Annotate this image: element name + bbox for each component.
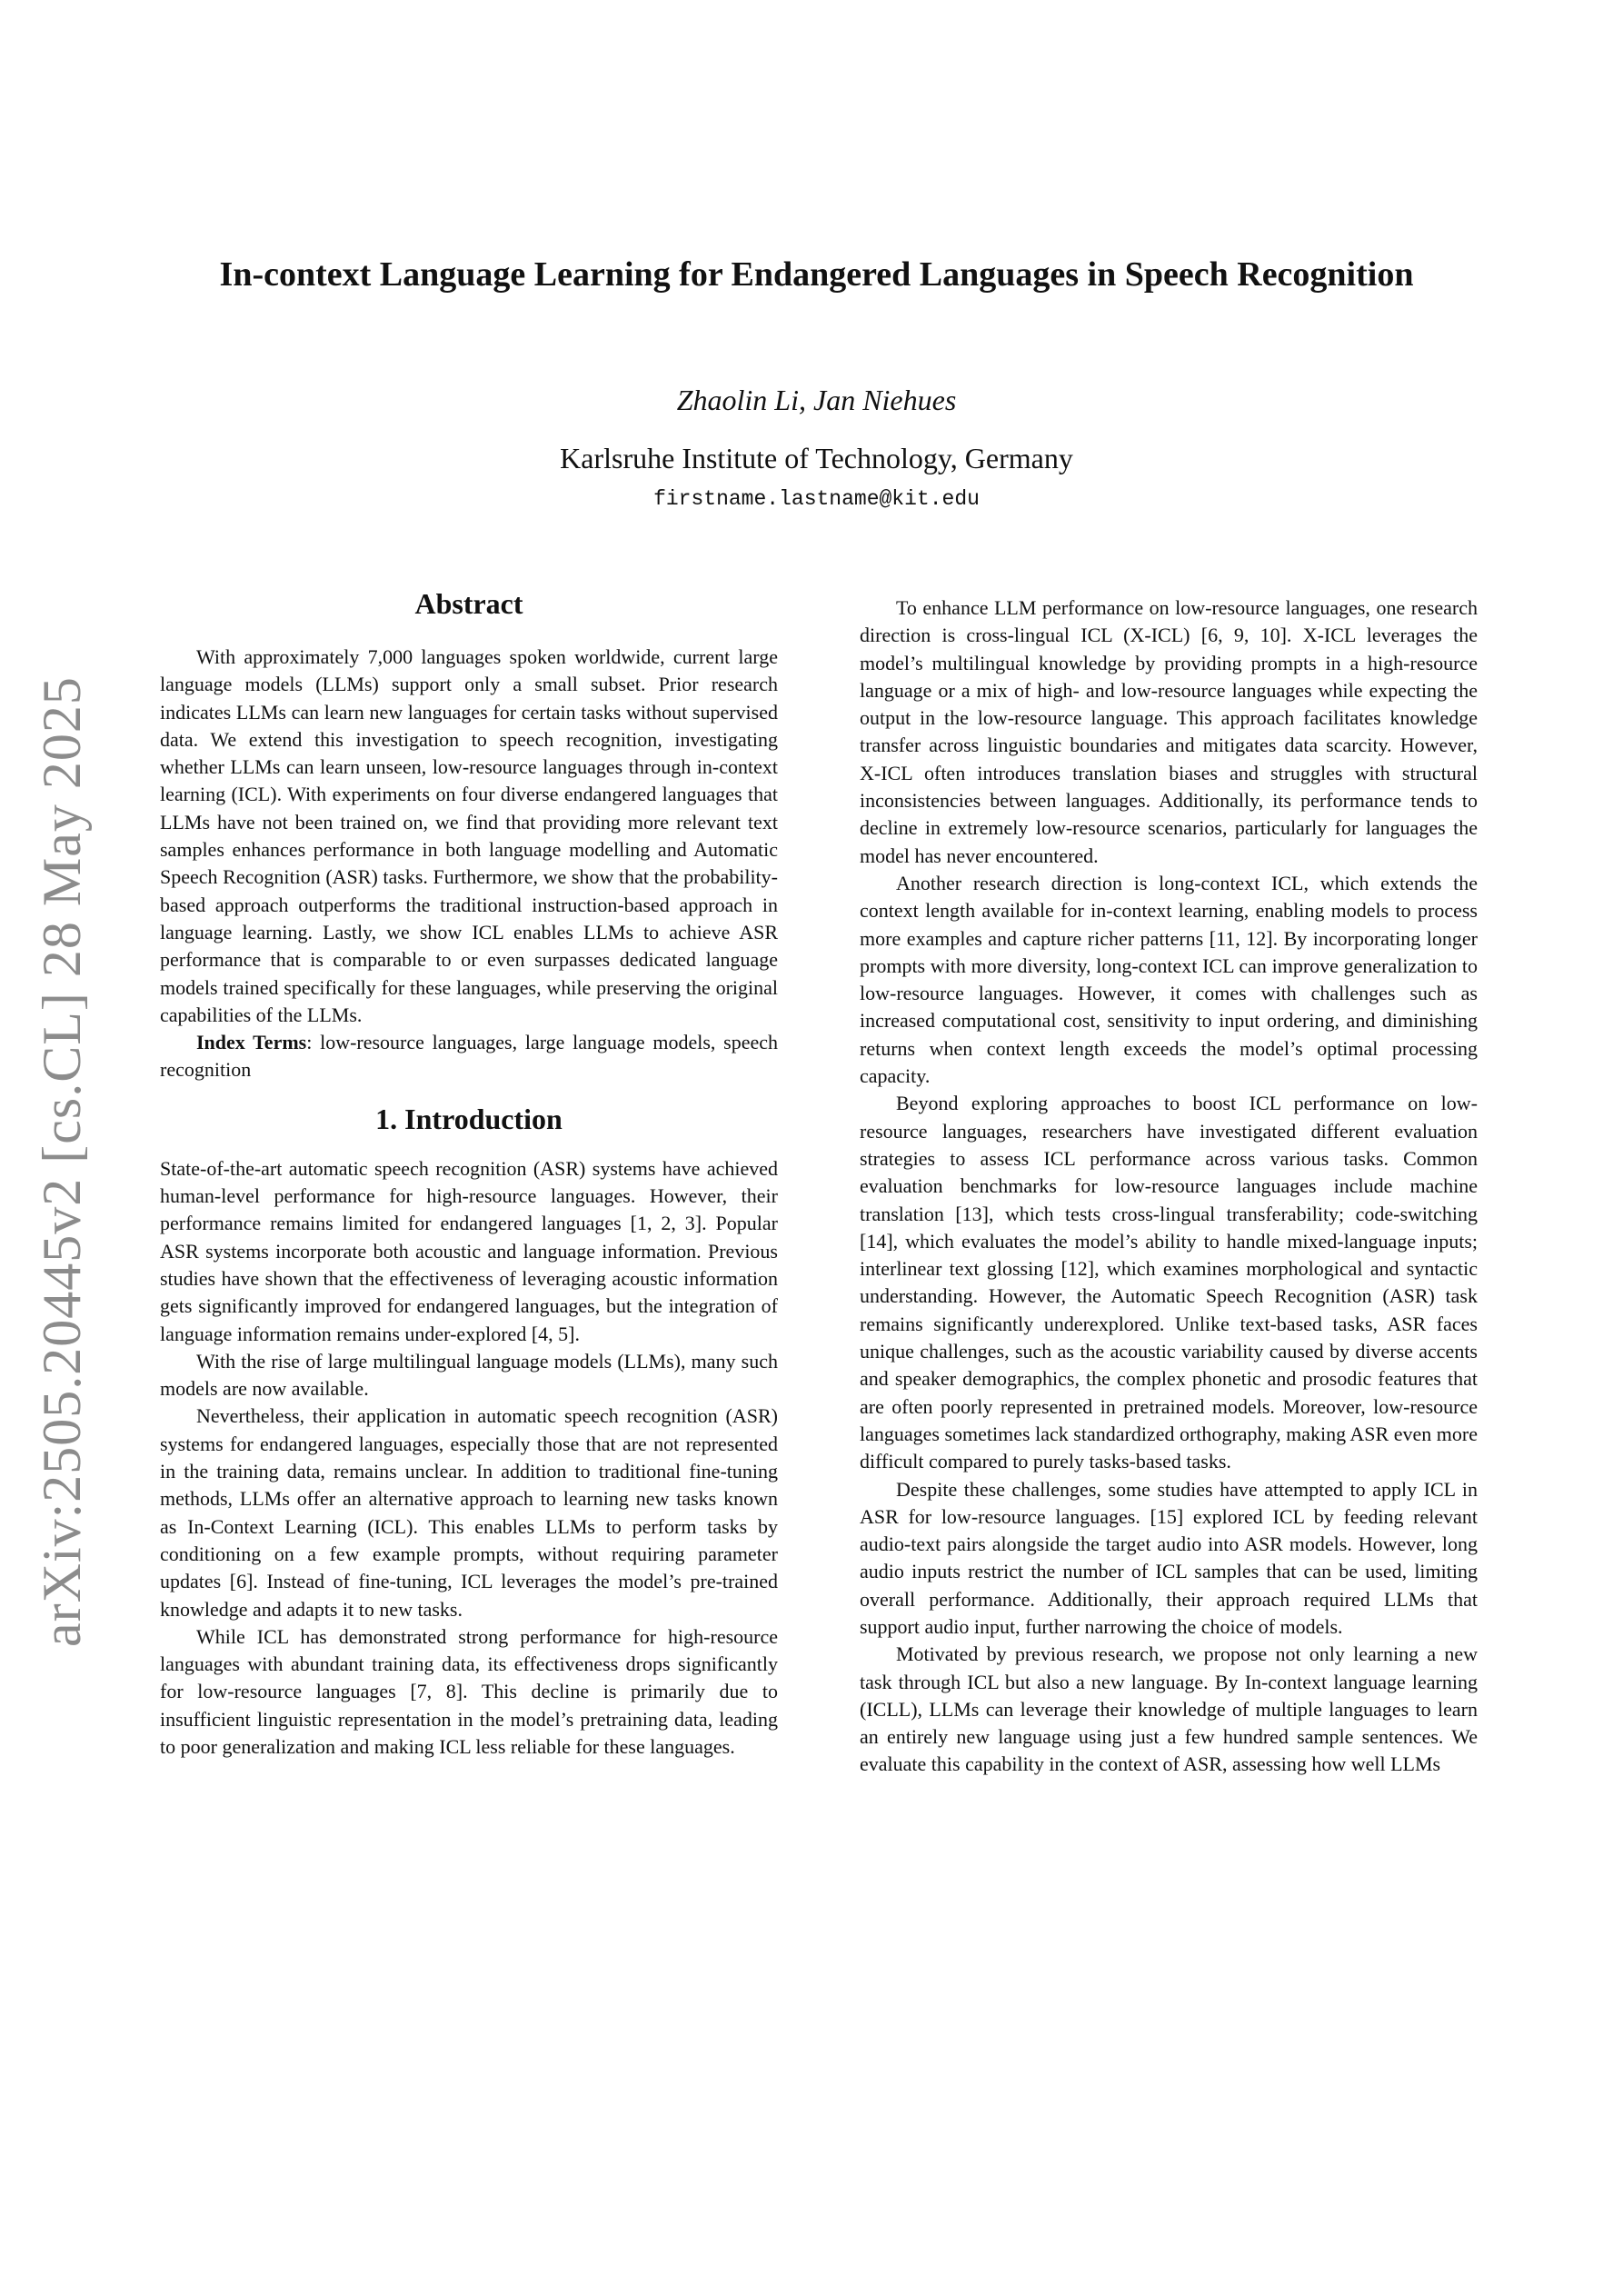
index-terms-text: : low-resource languages, large language models, speech recognition xyxy=(160,1031,778,1082)
left-column xyxy=(160,585,778,1761)
index-terms xyxy=(160,1029,778,1084)
intro-paragraph: State-of-the-art automatic speech recognition (ASR) systems have achieved human-level performance for high-resource languages. However, their performance remains limited for endangered languages [1, 2, 3]. Popular ASR systems incorporate both acoustic and language information. Previous studies have shown that the effectiveness of leveraging acoustic information gets significantly improved for endangered languages, but the integration of language information remains under-explored [4, 5]. xyxy=(160,1156,778,1345)
abstract-text: With approximately 7,000 languages spoken worldwide, current large language models (LLMs) support only a small subset. Prior research indicates LLMs can learn new languages for certain tasks without supervised data. We extend this investigation to speech recognition, investigating whether LLMs can learn unseen, low-resource languages through in-context learning (ICL). With experiments on four diverse endangered languages that LLMs have not been trained on, we find that providing more relevant text samples enhances performance in both language modelling and Automatic Speech Recognition (ASR) tasks. Furthermore, we show that the probability-based approach outperforms the traditional instruction-based approach in language learning. Lastly, we show ICL enables LLMs to achieve ASR performance that is comparable to or even surpasses dedicated language models trained specifically for these languages, while preserving the original capabilities of the LLMs. xyxy=(160,645,778,1026)
body-paragraph: Despite these challenges, some studies have attempted to apply ICL in ASR for low-resource languages. [15] explored ICL by feeding relevant audio-text pairs alongside the target audio into ASR models. However, long audio inputs restrict the number of ICL samples that can be used, limiting overall performance. Additionally, their approach required LLMs that support audio input, further narrowing the choice of models. xyxy=(860,1477,1478,1638)
paper-authors: Zhaolin Li, Jan Niehues xyxy=(676,384,957,416)
abstract-heading: Abstract xyxy=(414,587,523,620)
intro-paragraph: While ICL has demonstrated strong performance for high-resource languages with abundant training data, its effectiveness drops significantly for low-resource languages [7, 8]. This decline is primarily due to insufficient linguistic representation in the model’s pretraining data, leading to poor generalization and making ICL less reliable for these languages. xyxy=(160,1624,778,1758)
intro-paragraph: Nevertheless, their application in automatic speech recognition (ASR) systems for endangered languages, especially those that are not represented in the training data, remains unclear. In addition to traditional fine-tuning methods, LLMs offer an alternative approach to learning new tasks known as In-Context Learning (ICL). This enables LLMs to perform tasks by conditioning on a few example prompts, without requiring parameter updates [6]. Instead of fine-tuning, ICL leverages the model’s pre-trained knowledge and adapts it to new tasks. xyxy=(160,1404,778,1621)
body-paragraph: Beyond exploring approaches to boost ICL performance on low-resource languages, researchers have investigated different evaluation strategies to assess ICL performance across various tasks. Common evaluation benchmarks for low-resource languages include machine translation [13], which tests cross-lingual transferability; code-switching [14], which evaluates the model’s ability to handle mixed-language inputs; interlinear text glossing [12], which examines morphological and syntactic understanding. However, the Automatic Speech Recognition (ASR) task remains significantly underexplored. Unlike text-based tasks, ASR faces unique challenges, such as the acoustic variability caused by diverse accents and speaker demographics, the complex phonetic and prosodic features that are often poorly represented in pretrained models. Moreover, low-resource languages sometimes lack standardized orthography, making ASR even more difficult compared to purely tasks-based tasks. xyxy=(860,1092,1478,1473)
body-paragraph: Motivated by previous research, we propose not only learning a new task through ICL but also a new language. By In-context language learning (ICLL), LLMs can leverage their knowledge of multiple languages to learn an entirely new language using just a few hundred sample sentences. We evaluate this capability in the context of ASR, assessing how well LLMs xyxy=(860,1642,1478,1776)
body-paragraph: To enhance LLM performance on low-resource languages, one research direction is cross-lingual ICL (X-ICL) [6, 9, 10]. X-ICL leverages the model’s multilingual knowledge by providing prompts in a high-resource language or a mix of high- and low-resource languages while expecting the output in the low-resource language. This approach facilitates knowledge transfer across linguistic boundaries and mitigates data scarcity. However, X-ICL often introduces translation biases and struggles with structural inconsistencies between languages. Additionally, its performance tends to decline in extremely low-resource scenarios, particularly for languages the model has never encountered. xyxy=(860,596,1478,867)
paper-email: firstname.lastname@kit.edu xyxy=(653,487,980,511)
body-paragraph: Another research direction is long-context ICL, which extends the context length available for in-context learning, enabling models to process more examples and capture richer patterns [11, 12]. By incorporating longer prompts with more diversity, long-context ICL can improve generalization to low-resource languages. However, it comes with challenges such as increased computational cost, sensitivity to input ordering, and diminishing returns when context length exceeds the model’s optimal processing capacity. xyxy=(860,871,1478,1088)
paper-title: In-context Language Learning for Endangered Languages in Speech Recognition xyxy=(219,255,1414,294)
arxiv-identifier: arXiv:2505.20445v2 [cs.CL] 28 May 2025 xyxy=(32,676,92,1647)
introduction-heading: 1. Introduction xyxy=(375,1102,563,1135)
index-terms-label: Index Terms xyxy=(196,1031,307,1054)
paper-affiliation: Karlsruhe Institute of Technology, Germany xyxy=(560,442,1073,474)
intro-paragraph: With the rise of large multilingual language models (LLMs), many such models are now available. xyxy=(160,1349,778,1401)
right-column xyxy=(860,594,1478,1779)
